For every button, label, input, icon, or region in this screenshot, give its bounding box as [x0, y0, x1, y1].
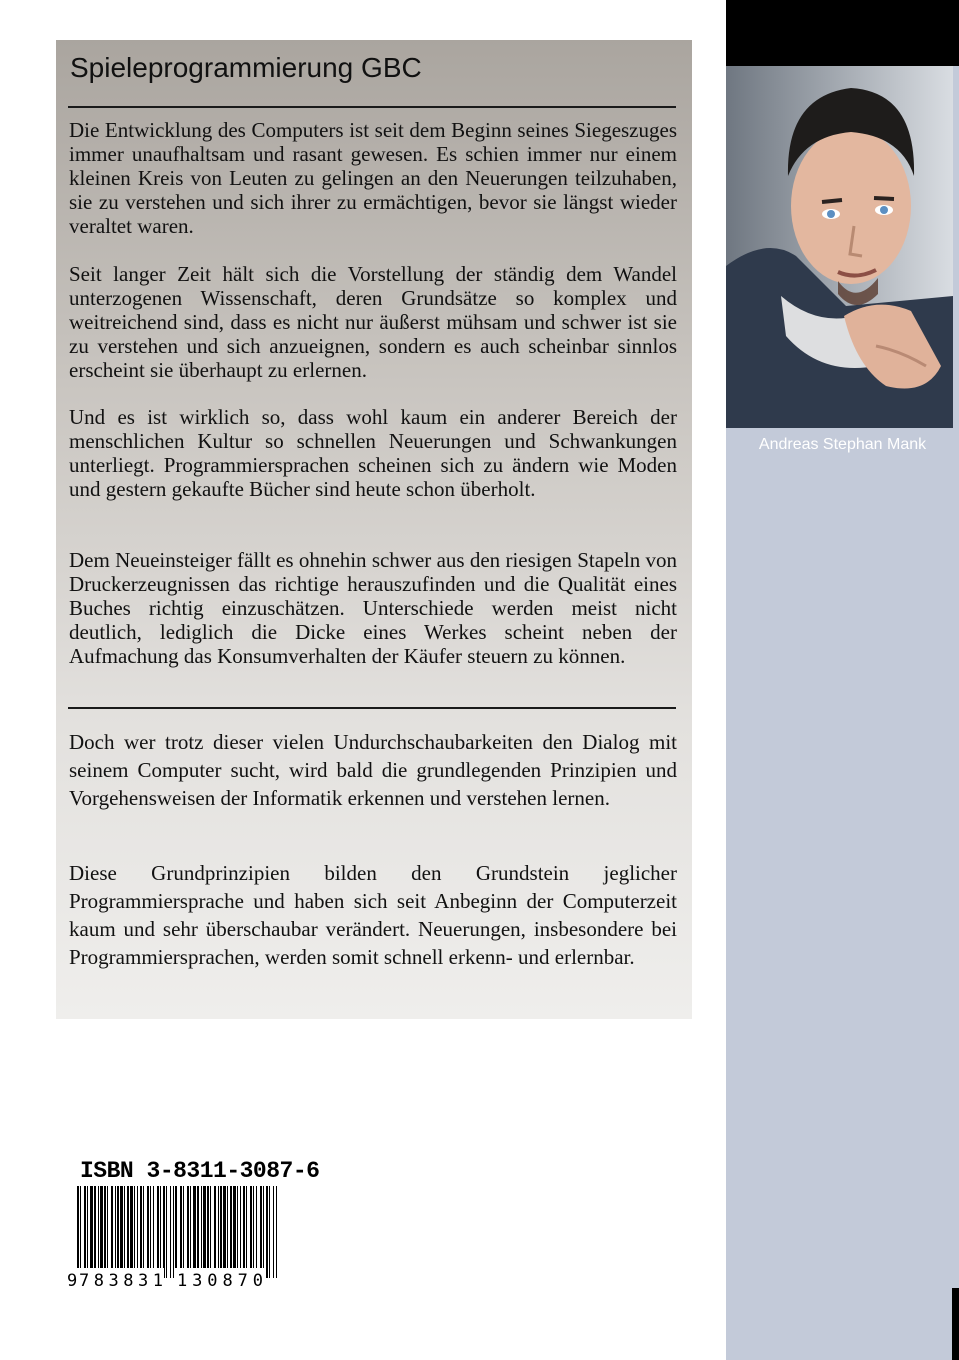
barcode-digit-first: 9 — [67, 1271, 78, 1288]
paragraph-4: Dem Neueinsteiger fällt es ohnehin schwer aus den riesigen Stapeln von Druckerzeugnissen das richtige herauszufinden und die Qualität eines Buches richtig einzuschätzen. Unterschiede werden meist nicht deutlich, lediglich die Dicke eines Werkes scheint neben der Aufmachung das Konsumverhalten der Käufer steuern zu können. — [69, 548, 677, 668]
barcode — [66, 1186, 280, 1288]
paragraph-2: Seit langer Zeit hält sich die Vorstellung der ständig dem Wandel unterzogenen Wissenschaft, deren Grundsätze so komplex und weitreichend sind, dass es nicht nur äußerst mühsam und schwer ist sie zu verstehen und sich anzueignen, sondern es auch scheinbar sinnlos erscheint sie überhaupt zu erlernen. — [69, 262, 677, 382]
author-caption: Andreas Stephan Mank — [758, 436, 927, 453]
edge-mark — [952, 1288, 959, 1360]
book-title: Spieleprogrammierung GBC — [70, 52, 422, 83]
isbn-label: ISBN 3-8311-3087-6 — [80, 1158, 320, 1184]
barcode-digits-left: 783831 — [79, 1271, 163, 1288]
section-divider — [68, 707, 676, 709]
paragraph-1: Die Entwicklung des Computers ist seit dem Beginn seines Siegeszuges immer unaufhaltsam und rasant gewesen. Es schien immer nur einem kleinen Kreis von Leuten zu gelingen an den Neuerungen teilzuhaben, sie zu verstehen und sich ihrer zu ermächtigen, bevor sie längst wieder veraltet waren. — [69, 118, 677, 238]
paragraph-3: Und es ist wirklich so, dass wohl kaum ein anderer Bereich der menschlichen Kultur so schnellen Neuerungen und Schwankungen unterliegt. Programmiersprachen scheinen sich zu ändern wie Moden und gestern gekaufte Bücher sind heute schon überholt. — [69, 405, 677, 501]
barcode-digits-right: 130870 — [177, 1271, 263, 1288]
paragraph-6: Diese Grundprinzipien bilden den Grundstein jeglicher Programmiersprache und haben sich seit Anbeginn der Computerzeit kaum und sehr überschaubar verändert. Neuerungen, insbesondere bei Programmiersprachen, werden somit schnell erkenn- und erlernbar. — [69, 861, 677, 969]
sidebar-top-bar — [726, 0, 959, 66]
author-portrait-illustration — [726, 66, 953, 428]
author-photo — [726, 66, 953, 428]
barcode-bars — [77, 1186, 277, 1278]
title-divider — [68, 106, 676, 108]
paragraph-5: Doch wer trotz dieser vielen Undurchschaubarkeiten den Dialog mit seinem Computer sucht, wird bald die grundlegenden Prinzipien und Vorgehensweisen der Informatik erkennen und verstehen lernen. — [69, 730, 677, 810]
